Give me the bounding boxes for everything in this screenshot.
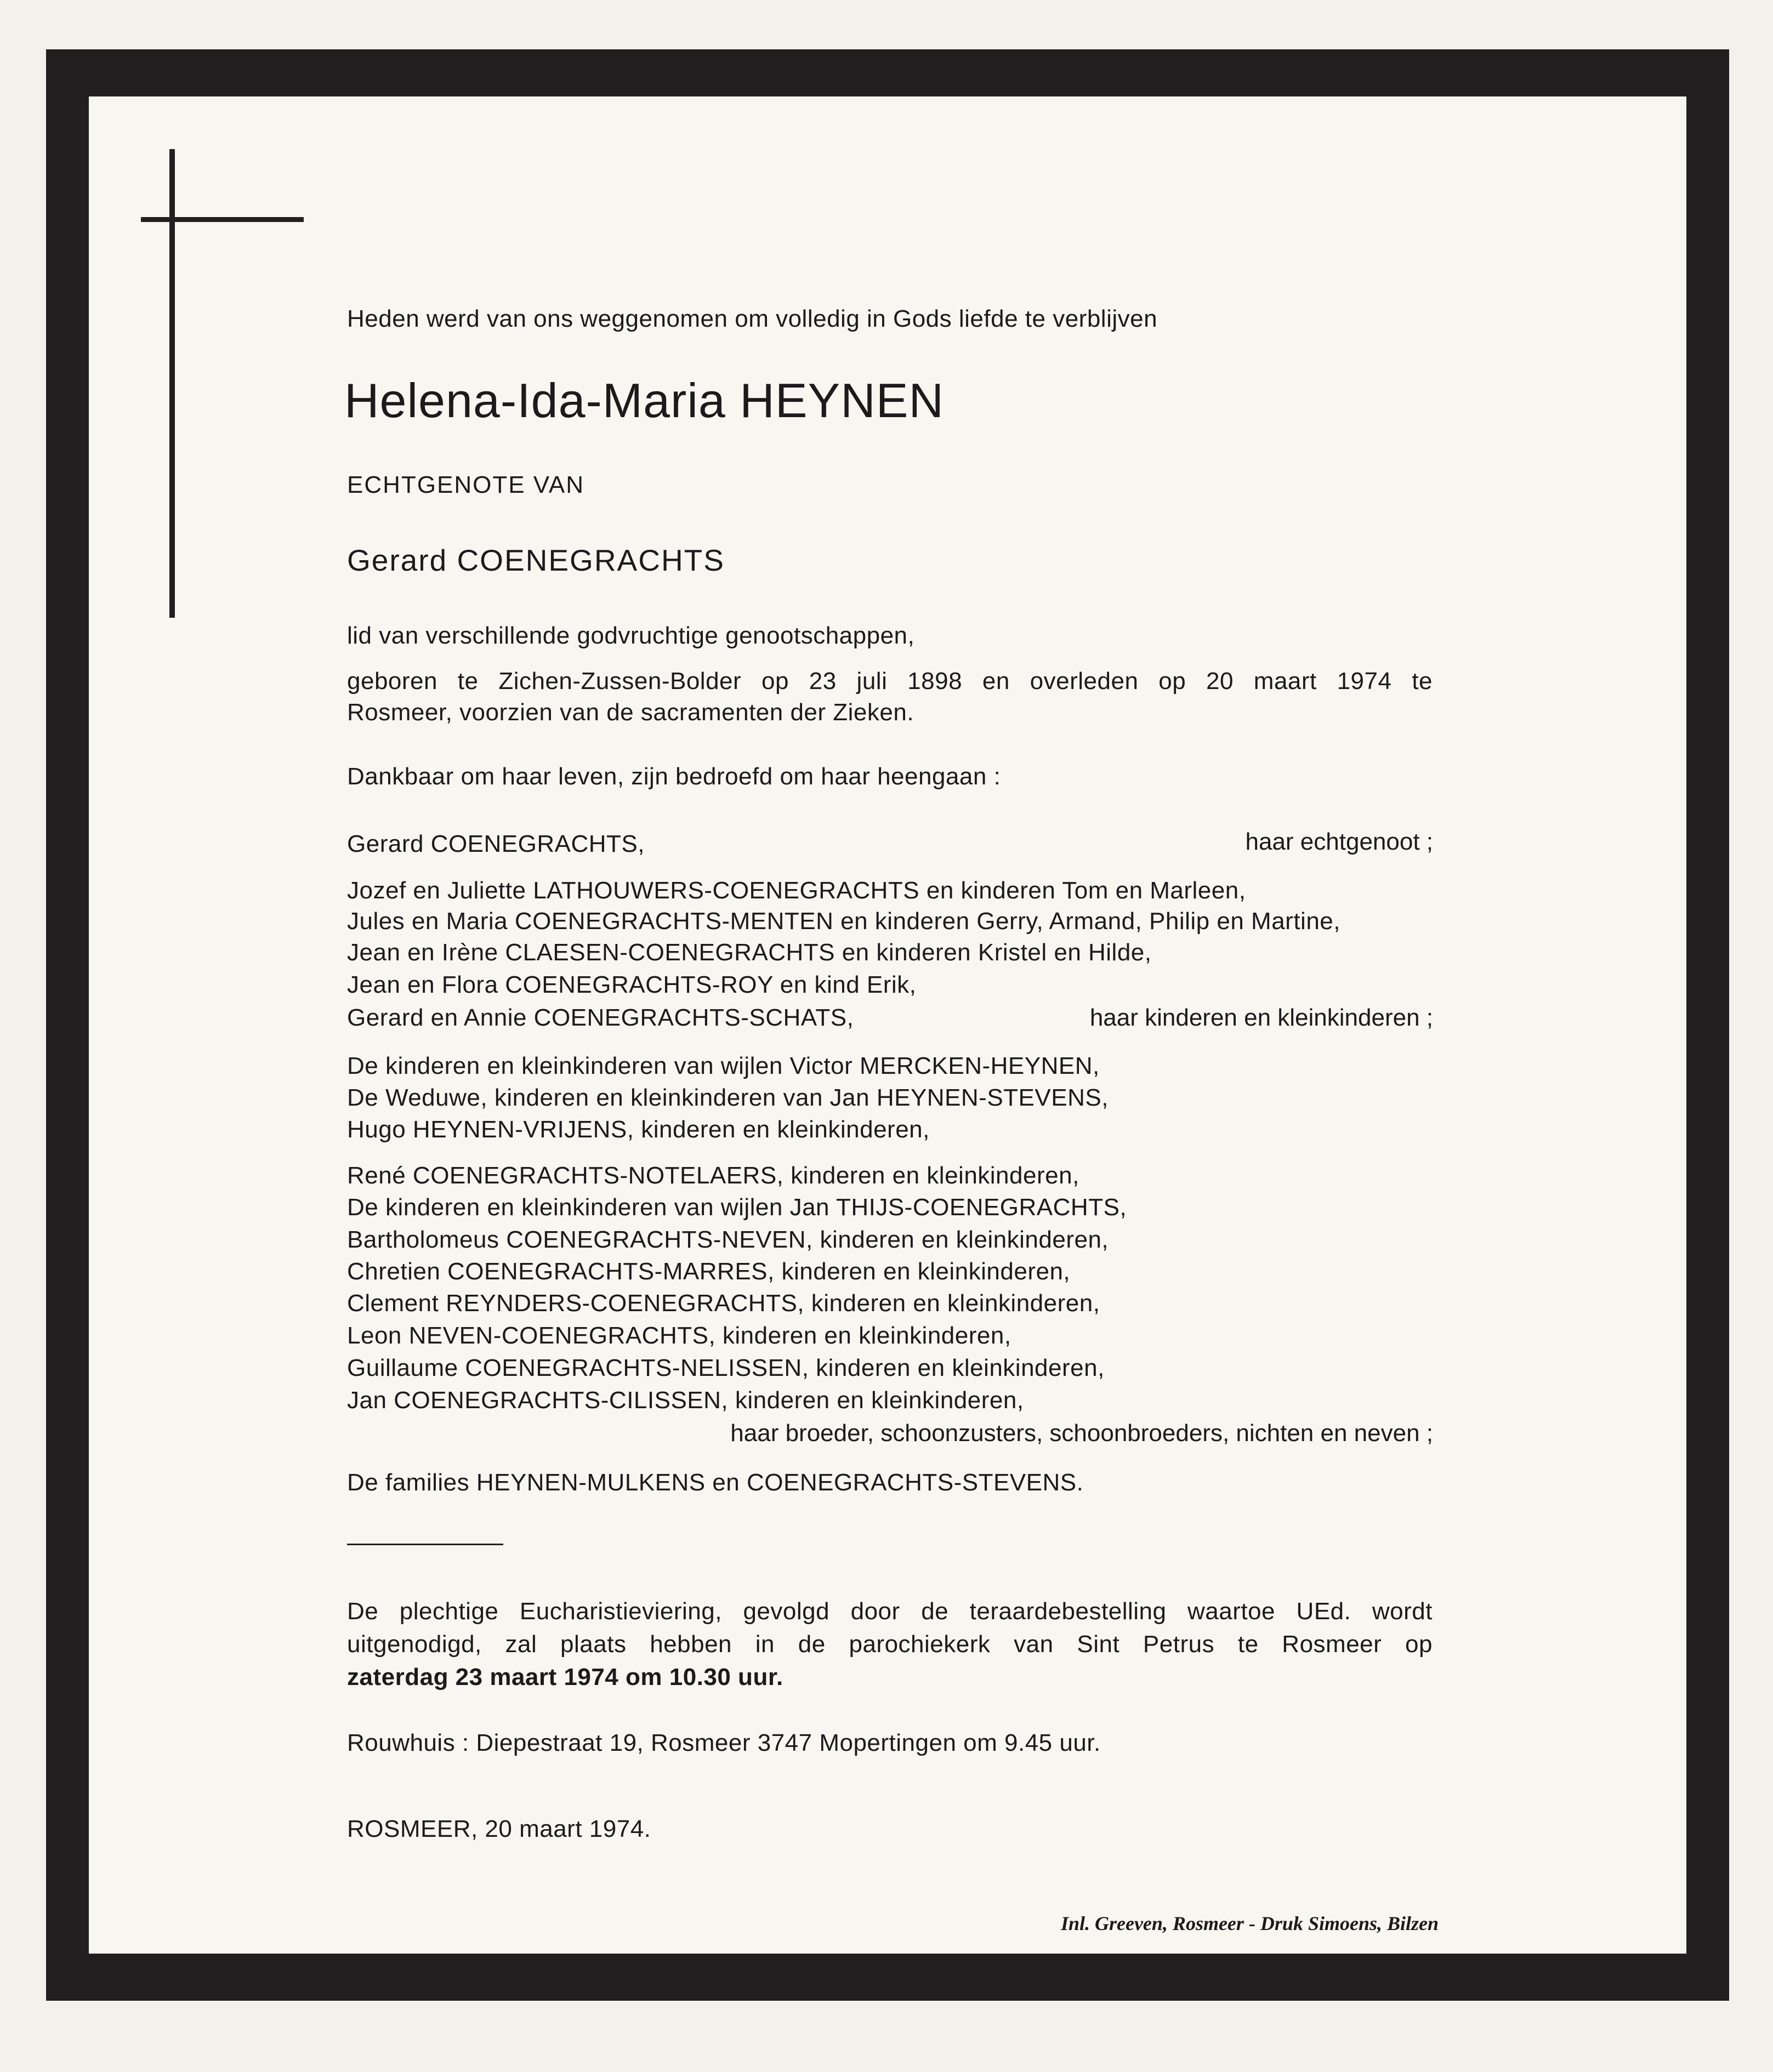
coenegrachts-family-line: De kinderen en kleinkinderen van wijlen Jan THIJS-COENEGRACHTS,	[347, 1194, 1127, 1221]
opening-line: Heden werd van ons weggenomen om volledig in Gods liefde te verblijven	[347, 305, 1158, 332]
heynen-family-line: Hugo HEYNEN-VRIJENS, kinderen en kleinkinderen,	[347, 1116, 930, 1143]
service-date: zaterdag 23 maart 1974 om 10.30 uur.	[347, 1664, 783, 1690]
service-line-2: uitgenodigd, zal plaats hebben in de parochiekerk van Sint Petrus te Rosmeer op	[347, 1631, 1433, 1658]
place-date: ROSMEER, 20 maart 1974.	[347, 1815, 651, 1842]
coenegrachts-family-line: Bartholomeus COENEGRACHTS-NEVEN, kinderen en kleinkinderen,	[347, 1226, 1109, 1253]
coenegrachts-family-line: Chretien COENEGRACHTS-MARRES, kinderen en kleinkinderen,	[347, 1258, 1071, 1285]
families-line: De families HEYNEN-MULKENS en COENEGRACHTS-STEVENS.	[347, 1469, 1084, 1496]
printer-credit: Inl. Greeven, Rosmeer - Druk Simoens, Bilzen	[1060, 1912, 1439, 1934]
child-line: Jean en Irène CLAESEN-COENEGRACHTS en kinderen Kristel en Hilde,	[347, 939, 1152, 966]
mourning-house: Rouwhuis : Diepestraat 19, Rosmeer 3747 Mopertingen om 9.45 uur.	[347, 1729, 1101, 1756]
child-line: Jean en Flora COENEGRACHTS-ROY en kind Erik,	[347, 971, 917, 998]
children-role: haar kinderen en kleinkinderen ;	[1089, 1004, 1433, 1031]
spouse-intro: ECHTGENOTE VAN	[347, 471, 585, 498]
child-line: Jozef en Juliette LATHOUWERS-COENEGRACHTS en kinderen Tom en Marleen,	[347, 877, 1246, 904]
membership-line: lid van verschillende godvruchtige genootschappen,	[347, 622, 915, 649]
coenegrachts-family-line: Guillaume COENEGRACHTS-NELISSEN, kinderen en kleinkinderen,	[347, 1354, 1105, 1381]
spouse-name: Gerard COENEGRACHTS	[347, 543, 725, 577]
child-line: Gerard en Annie COENEGRACHTS-SCHATS,	[347, 1004, 854, 1031]
siblings-role: haar broeder, schoonzusters, schoonbroeders, nichten en neven ;	[730, 1420, 1433, 1447]
heynen-family-line: De Weduwe, kinderen en kleinkinderen van Jan HEYNEN-STEVENS,	[347, 1084, 1109, 1111]
deceased-name: Helena-Ida-Maria HEYNEN	[344, 373, 945, 428]
cross-icon-bar	[141, 217, 304, 222]
mourning-border-frame	[46, 49, 1729, 2001]
coenegrachts-family-line: Jan COENEGRACHTS-CILISSEN, kinderen en kleinkinderen,	[347, 1387, 1024, 1414]
birth-line-2: Rosmeer, voorzien van de sacramenten der Zieken.	[347, 699, 914, 726]
coenegrachts-family-line: Leon NEVEN-COENEGRACHTS, kinderen en kleinkinderen,	[347, 1322, 1011, 1349]
child-line: Jules en Maria COENEGRACHTS-MENTEN en kinderen Gerry, Armand, Philip en Martine,	[347, 908, 1340, 935]
service-line-1: De plechtige Eucharistieviering, gevolgd door de teraardebestelling waartoe UEd. wordt	[347, 1598, 1433, 1625]
husband-name: Gerard COENEGRACHTS,	[347, 830, 645, 857]
coenegrachts-family-line: René COENEGRACHTS-NOTELAERS, kinderen en kleinkinderen,	[347, 1162, 1079, 1189]
heynen-family-line: De kinderen en kleinkinderen van wijlen Victor MERCKEN-HEYNEN,	[347, 1052, 1100, 1079]
birth-line-1: geboren te Zichen-Zussen-Bolder op 23 juli 1898 en overleden op 20 maart 1974 te	[347, 668, 1433, 695]
coenegrachts-family-line: Clement REYNDERS-COENEGRACHTS, kinderen en kleinkinderen,	[347, 1290, 1100, 1317]
separator-rule	[347, 1544, 503, 1545]
husband-role: haar echtgenoot ;	[1245, 828, 1433, 855]
mourners-intro: Dankbaar om haar leven, zijn bedroefd om haar heengaan :	[347, 763, 1001, 790]
